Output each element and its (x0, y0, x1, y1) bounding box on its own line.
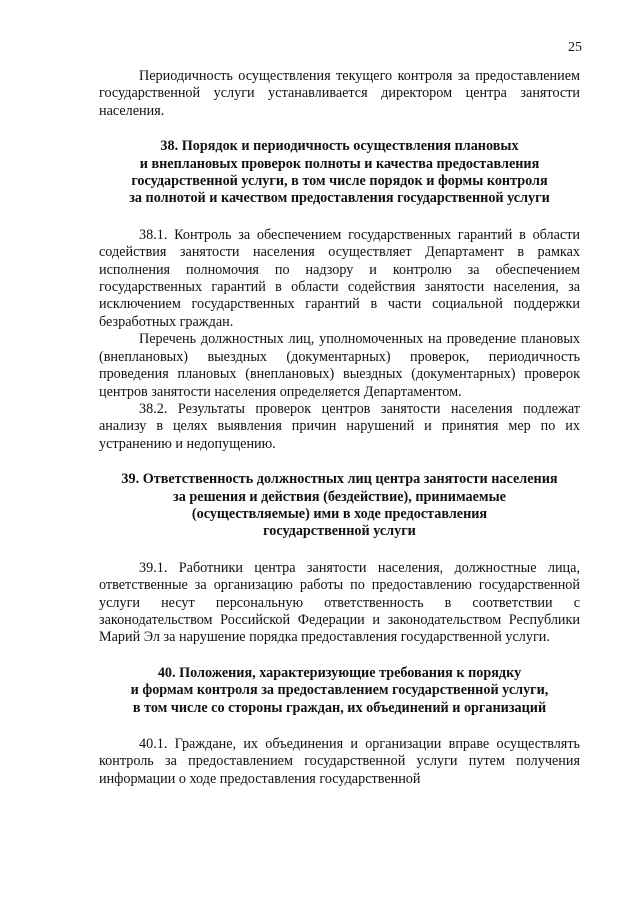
intro-paragraph: Периодичность осуществления текущего контроля за предоставлением государственной услуги устанавливается директором центра занятости населения. (99, 68, 580, 119)
section-40-heading: 40. Положения, характеризующие требования к порядку и формам контроля за предоставлением государственной услуги, в том числе со стороны граждан, их объединений и организаций (130, 664, 549, 716)
section-38-paragraph-3: 38.2. Результаты проверок центров занятости населения подлежат анализу в целях выявления причин нарушений и принятия мер по их устранению и недопущению. (99, 400, 580, 452)
section-38-paragraph-2: Перечень должностных лиц, уполномоченных на проведение плановых (внеплановых) выездных (документарных) проверок, периодичность проведения плановых (внеплановых) выездных (документарных) проверок центров занятости населения определяется Департаментом. (99, 331, 580, 400)
section-40-paragraph-1: 40.1. Граждане, их объединения и организации вправе осуществлять контроль за предоставлением государственной услуги путем получения информации о ходе предоставления государственной (99, 736, 580, 787)
section-39-heading: 39. Ответственность должностных лиц центра занятости населения за решения и действия (бездействие), принимаемые (осуществляемые) ими в ходе предоставления государственной услуги (121, 471, 558, 540)
section-38-paragraph-1: 38.1. Контроль за обеспечением государственных гарантий в области содействия занятости населения осуществляет Департамент в рамках исполнения полномочия по надзору и контролю за обеспечением государственных гарантий в области содействия занятости населения, за исключением государственных гарантий в части социальной поддержки безработных граждан. (99, 226, 580, 330)
document-body (99, 68, 580, 788)
section-39-paragraph-1: 39.1. Работники центра занятости населения, должностные лица, ответственные за организацию работы по предоставлению государственной услуги несут персональную ответственность в соответствии с законодательством Российской Федерации и законодательством Республики Марий Эл за нарушение порядка предоставления государственной услуги. (99, 559, 580, 646)
page-number: 25 (568, 40, 582, 55)
section-38-heading: 38. Порядок и периодичность осуществления плановых и внеплановых проверок полноты и качества предоставления государственной услуги, в том числе порядок и формы контроля за полнотой и качеством предоставления государственной услуги (129, 138, 550, 207)
